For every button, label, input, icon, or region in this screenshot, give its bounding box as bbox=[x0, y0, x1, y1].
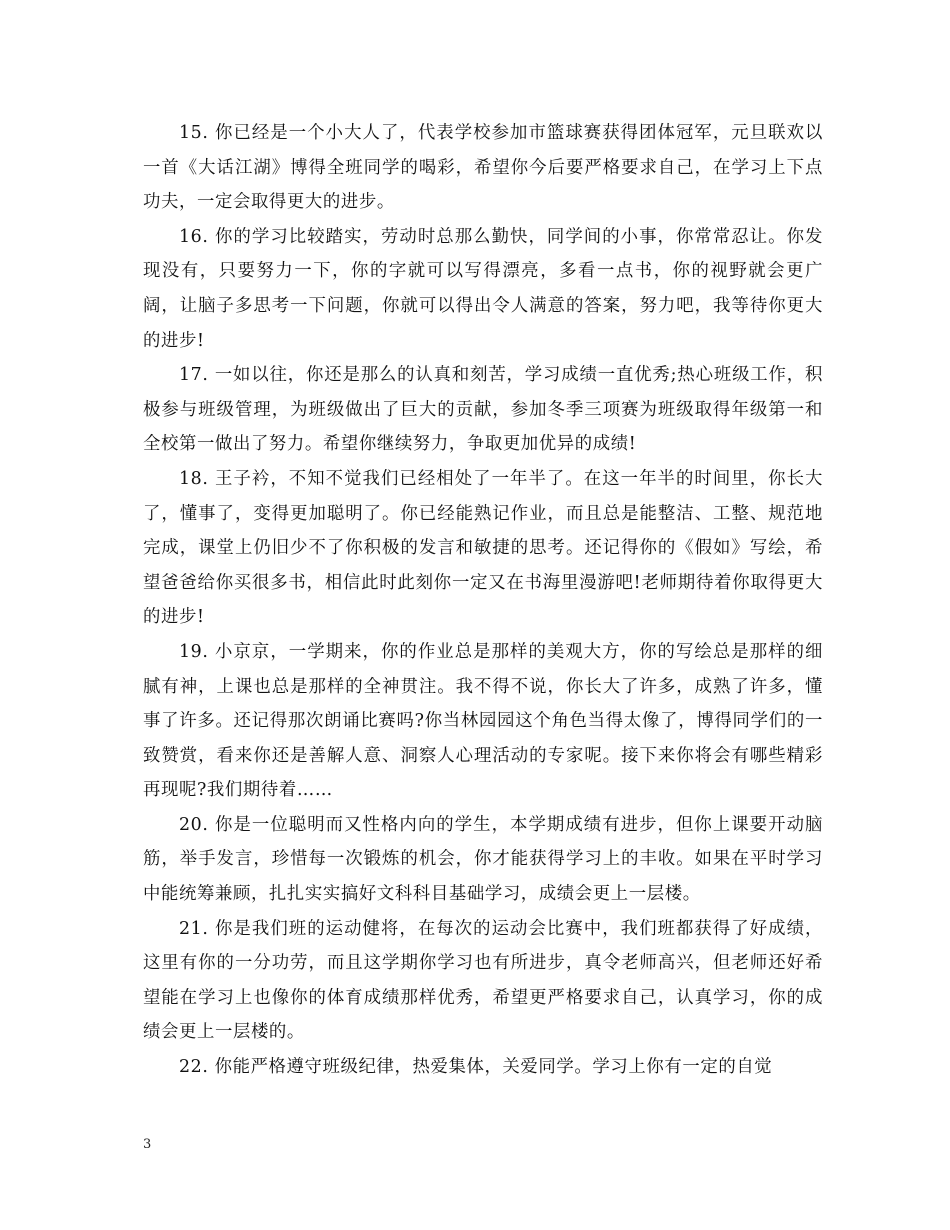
comment-paragraph-22: 22. 你能严格遵守班级纪律，热爱集体，关爱同学。学习上你有一定的自觉 bbox=[179, 1057, 773, 1078]
page-number: 3 bbox=[143, 1137, 152, 1152]
comment-paragraph-20: 20. 你是一位聪明而又性格内向的学生，本学期成绩有进步，但你上课要开动脑筋，举手发言，珍惜每一次锻炼的机会，你才能获得学习上的丰收。如果在平时学习中能统筹兼顾，扎扎实实搞好文科科目基础学习，成绩会更上一层楼。 bbox=[143, 814, 823, 905]
comment-paragraph-16: 16. 你的学习比较踏实，劳动时总那么勤快，同学间的小事，你常常忍让。你发现没有，只要努力一下，你的字就可以写得漂亮，多看一点书，你的视野就会更广阔，让脑子多思考一下问题，你就可以得出令人满意的答案，努力吧，我等待你更大的进步! bbox=[143, 226, 823, 351]
comment-paragraph-19: 19. 小京京，一学期来，你的作业总是那样的美观大方，你的写绘总是那样的细腻有神，上课也总是那样的全神贯注。我不得不说，你长大了许多，成熟了许多，懂事了许多。还记得那次朗诵比赛吗?你当林园园这个角色当得太像了，博得同学们的一致赞赏，看来你还是善解人意、洞察人心理活动的专家呢。接下来你将会有哪些精彩再现呢?我们期待着…… bbox=[143, 641, 823, 801]
document-body bbox=[143, 116, 823, 1085]
comment-paragraph-18: 18. 王子衿，不知不觉我们已经相处了一年半了。在这一年半的时间里，你长大了，懂事了，变得更加聪明了。你已经能熟记作业，而且总是能整洁、工整、规范地完成，课堂上仍旧少不了你积极的发言和敏捷的思考。还记得你的《假如》写绘，希望爸爸给你买很多书，相信此时此刻你一定又在书海里漫游吧!老师期待着你取得更大的进步! bbox=[143, 468, 823, 628]
comment-paragraph-15: 15. 你已经是一个小大人了，代表学校参加市篮球赛获得团体冠军，元旦联欢以一首《大话江湖》博得全班同学的喝彩，希望你今后要严格要求自己，在学习上下点功夫，一定会取得更大的进步。 bbox=[143, 123, 823, 213]
comment-paragraph-21: 21. 你是我们班的运动健将，在每次的运动会比赛中，我们班都获得了好成绩，这里有你的一分功劳，而且这学期你学习也有所进步，真令老师高兴，但老师还好希望能在学习上也像你的体育成绩那样优秀，希望更严格要求自己，认真学习，你的成绩会更上一层楼的。 bbox=[143, 918, 823, 1043]
comment-paragraph-17: 17. 一如以往，你还是那么的认真和刻苦，学习成绩一直优秀;热心班级工作，积极参与班级管理，为班级做出了巨大的贡献，参加冬季三项赛为班级取得年级第一和全校第一做出了努力。希望你继续努力，争取更加优异的成绩! bbox=[143, 365, 823, 455]
